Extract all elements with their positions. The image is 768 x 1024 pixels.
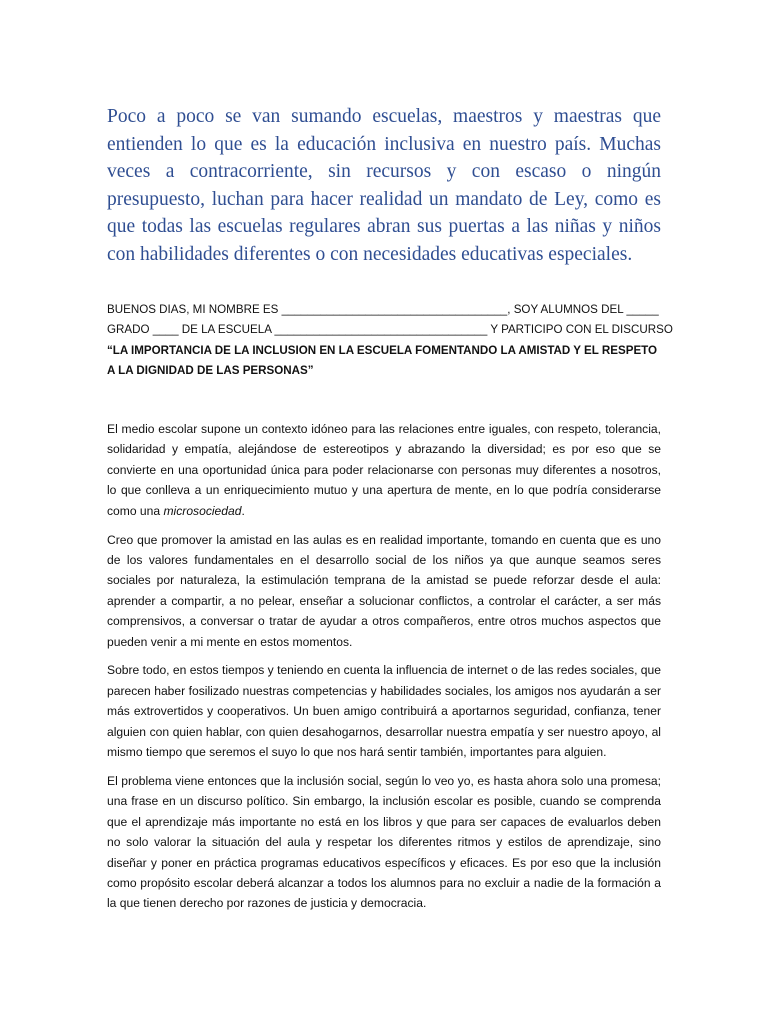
paragraph-3: Sobre todo, en estos tiempos y teniendo en cuenta la influencia de internet o de las redes sociales, que parecen haber fosilizado nuestras competencias y habilidades sociales, los amigos nos ayudarán a ser más extrovertidos y cooperativos. Un buen amigo contribuirá a aportarnos seguridad, confianza, tener alguien con quien hablar, con quien desahogarnos, desarrollar nuestra empatía y ser nuestro apoyo, al mismo tiempo que seremos el suyo lo que nos hará sentir también, importantes para alguien. <box>107 663 661 760</box>
speech-introduction <box>107 300 673 382</box>
intro-quote: Poco a poco se van sumando escuelas, maestros y maestras que entienden lo que es la educación inclusiva en nuestro país. Muchas veces a contracorriente, sin recursos y con escaso o ningún presupuesto, luchan para hacer realidad un mandato de Ley, como es que todas las escuelas regulares abran sus puertas a las niñas y niños con habilidades diferentes o con necesidades educativas especiales. <box>107 106 661 265</box>
intro-line-name: BUENOS DIAS, MI NOMBRE ES ___________________________________, SOY ALUMNOS DEL _____ <box>107 303 659 316</box>
paragraph-1-text: El medio escolar supone un contexto idóneo para las relaciones entre iguales, con respeto, tolerancia, solidaridad y empatía, alejándose de estereotipos y abrazando la diversidad; es por eso que se convierte en una oportunidad única para poder relacionarse con personas muy diferentes a nosotros, lo que conlleva a un enriquecimiento mutuo y una apertura de mente, en lo que podría considerarse como una <box>107 422 661 518</box>
paragraph-1-end: . <box>241 503 245 518</box>
speech-title: “LA IMPORTANCIA DE LA INCLUSION EN LA ESCUELA FOMENTANDO LA AMISTAD Y EL RESPETO A LA DIGNIDAD DE LAS PERSONAS” <box>107 343 658 378</box>
intro-line-school: GRADO ____ DE LA ESCUELA _________________________________ Y PARTICIPO CON EL DISCURSO <box>107 323 673 337</box>
paragraph-1 <box>107 419 661 521</box>
paragraph-1-italic-term: microsociedad <box>163 503 242 518</box>
paragraph-2: Creo que promover la amistad en las aulas es en realidad importante, tomando en cuenta que es uno de los valores fundamentales en el desarrollo social de los niños ya que aunque seamos seres sociales por naturaleza, la estimulación temprana de la amistad se puede reforzar desde el aula: aprender a compartir, a no pelear, enseñar a solucionar conflictos, a controlar el carácter, a ser más comprensivos, a conversar o tratar de ayudar a otros compañeros, entre otros muchos aspectos que pueden venir a mi mente en estos momentos. <box>107 532 661 649</box>
paragraph-4: El problema viene entonces que la inclusión social, según lo veo yo, es hasta ahora solo una promesa; una frase en un discurso político. Sin embargo, la inclusión escolar es posible, cuando se comprenda que el aprendizaje más importante no está en los libros y que para ser capaces de evaluarlos deben no solo valorar la situación del aula y respetar los diferentes ritmos y estilos de aprendizaje, sino diseñar y poner en práctica programas educativos específicos y eficaces. Es por eso que la inclusión como propósito escolar deberá alcanzar a todos los alumnos para no excluir a nadie de la formación a la que tienen derecho por razones de justicia y democracia. <box>107 774 661 911</box>
speech-body <box>107 419 661 922</box>
